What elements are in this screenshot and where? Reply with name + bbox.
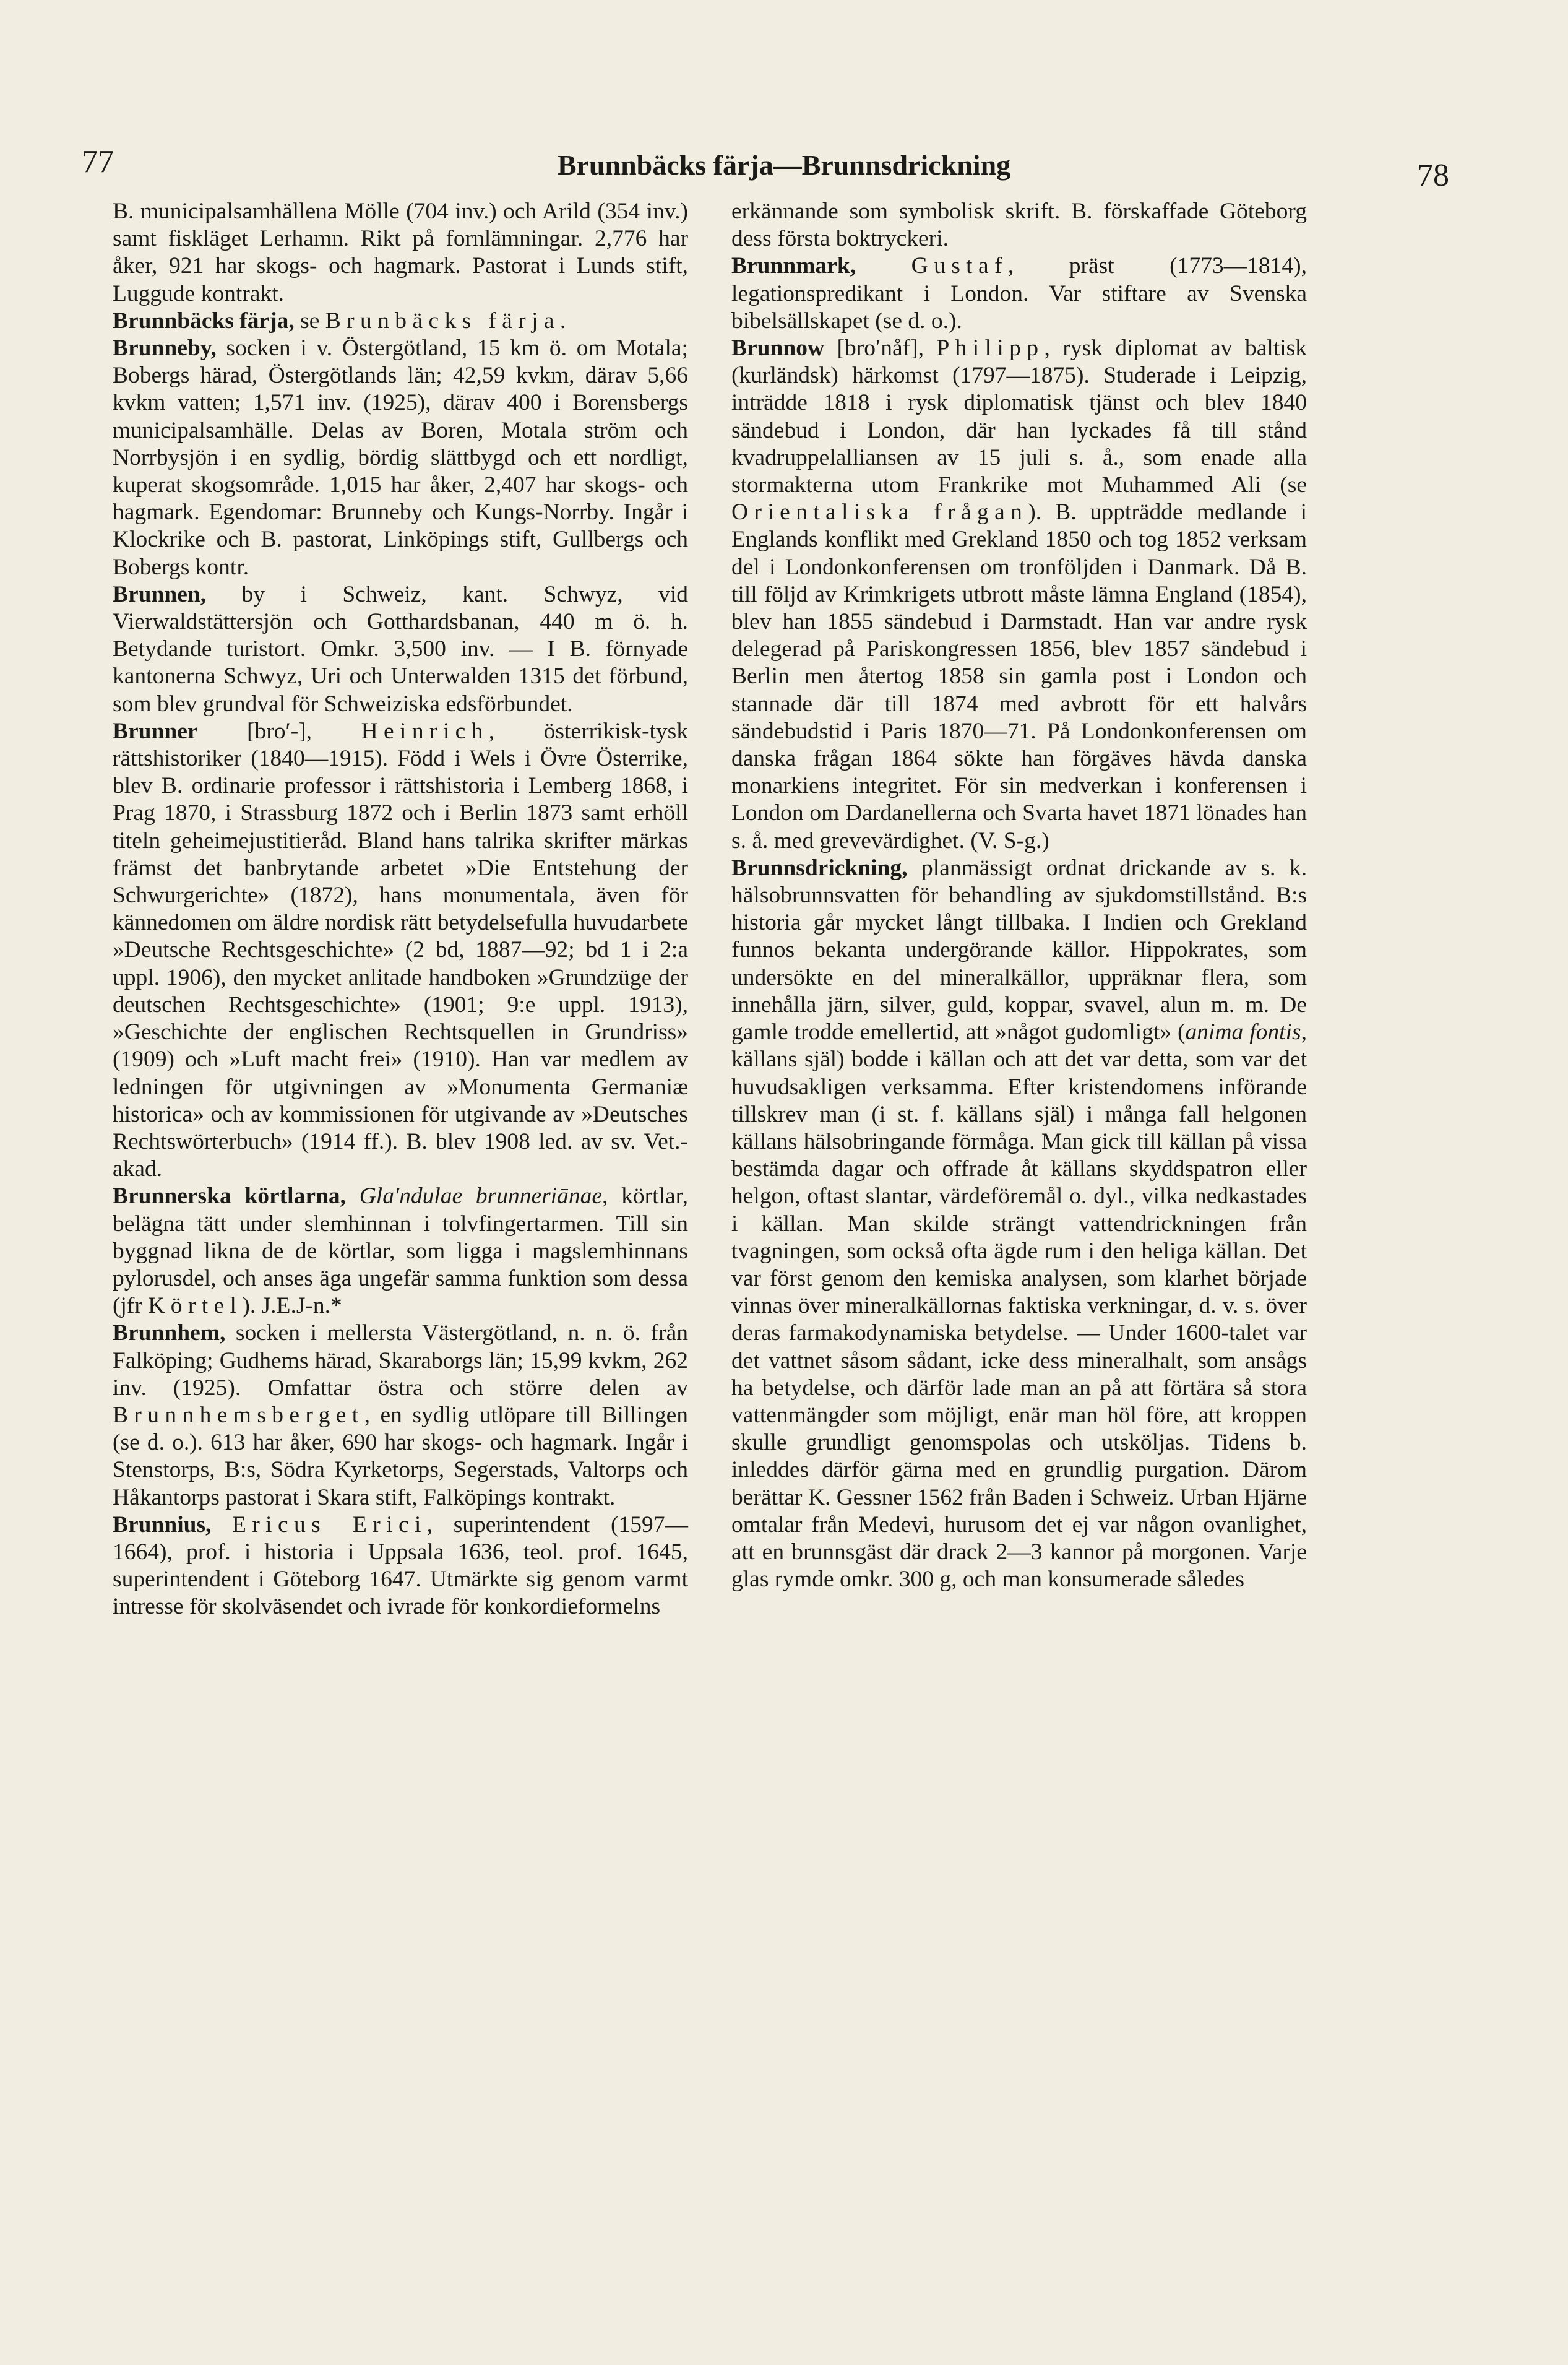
- entry-brunnmark: [731, 253, 1307, 335]
- person-name: Philipp: [936, 335, 1045, 361]
- headword: Brunnerska körtlarna,: [113, 1183, 346, 1209]
- right-column: [731, 198, 1307, 1593]
- page-header: [0, 124, 1568, 198]
- entry-brunner: [113, 718, 688, 1183]
- headword: Brunnen,: [113, 581, 207, 607]
- entry-text: by i Schweiz, kant. Schwyz, vid Vierwaldstättersjön och Gotthardsbanan, 440 m ö. h. Betydande turistort. Omkr. 3,500 inv. — I B. förnyade kantonerna Schwyz, Uri och Unterwalden 1315 det förbund, som blev grundval för Schweiziska edsförbundet.: [113, 581, 688, 717]
- cross-reference: Brunbäcks färja: [325, 308, 560, 334]
- entry-text: B. municipalsamhällena Mölle (704 inv.) och Arild (354 inv.) samt fiskläget Lerhamn. Rikt på fornlämningar. 2,776 har åker, 921 har skogs- och hagmark. Pastorat i Lunds stift, Luggude kontrakt.: [113, 199, 688, 306]
- person-name: Gustaf: [911, 253, 1008, 279]
- entry-brunnius-continued: [731, 198, 1307, 253]
- person-name: Heinrich: [361, 718, 489, 744]
- headword: Brunnbäcks färja,: [113, 308, 295, 334]
- entry-text: , körtlar, belägna tätt under slemhinnan i tolvfingertarmen. Till sin byggnad likna de de körtlar, som ligga i magslemhinnans pylorusdel, och anses äga ungefär samma funktion som dessa (jfr: [113, 1183, 688, 1319]
- entry-text: , rysk diplomat av baltisk (kurländsk) härkomst (1797—1875). Studerade i Leipzig, inträdde 1818 i rysk diplomatisk tjänst och blev 1840 sändebud i London, där han lyckades få till stånd kvadruppelalliansen av 15 juli s. å., som enade alla stormakterna utom Frankrike mot Muhammed Ali (se: [731, 335, 1307, 498]
- headword: Brunnius,: [113, 1511, 212, 1537]
- person-name: Ericus Erici: [232, 1511, 427, 1537]
- entry-brunnbacks-farja: [113, 308, 688, 335]
- entry-text: [211, 1512, 232, 1537]
- headword: Brunnow: [731, 335, 825, 361]
- cross-reference: Brunnhemsberget: [113, 1402, 364, 1428]
- entry-text: socken i mellersta Västergötland, n. n. ö. från Falköping; Gudhems härad, Skaraborgs län; 15,99 kvkm, 262 inv. (1925). Omfattar östra och större delen av: [113, 1320, 688, 1401]
- cross-reference: Orientaliska frågan: [731, 499, 1028, 525]
- entry-text: ). B. uppträdde medlande i Englands konflikt med Grekland 1850 och tog 1852 verksam del i Londonkonferensen om tronföljden i Danmark. Då B. till följd av Krimkrigets utbrott måste lämna England (1854), blev han 1855 sändebud i Darmstadt. Han var andre rysk delegerad på Pariskongressen 1856, blev 1857 sändebud i Berlin men återtog 1858 sin gamla post i London och stannade där till 1874 med avbrott för ett halvårs sändebudstid i Paris 1870—71. På Londonkonferensen om danska frågan 1864 sökte han förgäves hävda danska monarkiens integritet. För sin medverkan i konferensen i London om Dardanellerna och Svarta havet 1871 lönades han s. å. med grevevärdighet. (V. S-g.): [731, 499, 1307, 854]
- page-number-left: 77: [82, 144, 114, 179]
- running-head: Brunnbäcks färja—Brunnsdrickning: [557, 149, 1011, 181]
- entry-text: , österrikisk-tysk rättshistoriker (1840—1915). Född i Wels i Övre Österrike, blev B. ordinarie professor i rättshistoria i Lemberg 1868, i Prag 1870, i Strassburg 1872 och i Berlin 1873 samt erhöll titeln geheimejustitieråd. Bland hans talrika skrifter märkas främst det banbrytande arbetet »Die Entstehung der Schwurgerichte» (1872), hans monumentala, även för kännedomen om äldre nordisk rätt betydelsefulla huvudarbete »Deutsche Rechtsgeschichte» (2 bd, 1887—92; bd 1 i 2:a uppl. 1906), den mycket anlitade handboken »Grundzüge der deutschen Rechtsgeschichte» (1901; 9:e uppl. 1913), »Geschichte der englischen Rechtsquellen in Grundriss» (1909) och »Luft macht frei» (1910). Han var medlem av ledningen för utgivningen av »Monumenta Germaniæ historica» och av kommissionen för utgivande av »Deutsches Rechtswörterbuch» (1914 ff.). B. blev 1908 led. av sv. Vet.-akad.: [113, 718, 688, 1182]
- headword: Brunnsdrickning,: [731, 855, 908, 881]
- entry-text: [856, 253, 911, 279]
- entry-text: [bro′-],: [197, 718, 361, 744]
- left-column: [113, 198, 688, 1621]
- latin-term: Gla′ndulae brunneriānae: [359, 1183, 603, 1209]
- entry-text: erkännande som symbolisk skrift. B. förskaffade Göteborg dess första boktryckeri.: [731, 199, 1307, 252]
- entry-text: , en sydlig utlöpare till Billingen (se d. o.). 613 har åker, 690 har skogs- och hagmark. Ingår i Stenstorps, B:s, Södra Kyrketorps, Segerstads, Valtorps och Håkantorps pastorat i Skara stift, Falköpings kontrakt.: [113, 1402, 688, 1510]
- entry-text: , superintendent (1597—1664), prof. i historia i Uppsala 1636, teol. prof. 1645, superintendent i Göteborg 1647. Utmärkte sig genom varmt intresse för skolväsendet och ivrade för konkordieformelns: [113, 1511, 689, 1620]
- entry-brunnsdrickning: [731, 855, 1307, 1593]
- entry-brunnby-continued: [113, 198, 688, 308]
- entry-text: ). J.E.J-n.*: [242, 1293, 342, 1319]
- latin-term: anima fontis: [1185, 1019, 1301, 1045]
- entry-brunnow: [731, 335, 1307, 855]
- entry-text: planmässigt ordnat drickande av s. k. hälsobrunnsvatten för behandling av sjukdomstillstånd. B:s historia går mycket långt tillbaka. I Indien och Grekland funnos bekanta undergörande källor. Hippokrates, som undersökte en del mineralkällor, uppräknar flera, som innehålla järn, silver, guld, koppar, svavel, alun m. m. De gamle trodde emellertid, att »något gudomligt» (: [731, 855, 1307, 1045]
- entry-text: socken i v. Östergötland, 15 km ö. om Motala; Bobergs härad, Östergötlands län; 42,59 kvkm, därav 5,66 kvkm vatten; 1,571 inv. (1925), därav 400 i Borensbergs municipalsamhälle. Delas av Boren, Motala ström och Norrbysjön i en sydlig, bördig slättbygd och ett nordligt, kuperat skogsområde. 1,015 har åker, 2,407 har skogs- och hagmark. Egendomar: Brunneby och Kungs-Norrby. Ingår i Klockrike och B. pastorat, Linköpings stift, Gullbergs och Bobergs kontr.: [113, 335, 688, 580]
- entry-text: , präst (1773—1814), legationspredikant i London. Var stiftare av Svenska bibelsällskapet (se d. o.).: [731, 253, 1307, 334]
- headword: Brunner: [113, 718, 198, 744]
- cross-reference: Körtel: [148, 1293, 243, 1319]
- page-number-right: 78: [1417, 158, 1449, 193]
- entry-brunnhem: [113, 1320, 688, 1511]
- entry-brunnerska-kortlarna: [113, 1183, 688, 1320]
- entry-text: .: [559, 308, 566, 334]
- entry-text: se: [294, 308, 325, 334]
- headword: Brunnmark,: [731, 253, 856, 279]
- entry-text: [346, 1183, 360, 1209]
- entry-brunneby: [113, 335, 688, 581]
- headword: Brunneby,: [113, 335, 217, 361]
- entry-text: [bro′nåf],: [824, 335, 937, 361]
- entry-brunnen: [113, 581, 688, 718]
- headword: Brunnhem,: [113, 1320, 226, 1346]
- entry-brunnius: [113, 1511, 688, 1621]
- entry-text: , källans själ) bodde i källan och att det var detta, som var det huvudsakligen verksamma. Efter kristendomens införande tillskrev man (i st. f. källans själ) i många fall helgonen källans hälsobringande förmåga. Man gick till källan på vissa bestämda dagar och offrade åt källans skyddspatron eller helgon, oftast slantar, värdeföremål o. dyl., vilka nedkastades i källan. Man skilde strängt vattendrickningen från tvagningen, som också ofta ägde rum i den heliga källan. Det var först genom den kemiska analysen, som klarhet började vinnas över mineralkällornas faktiska verkningar, d. v. s. över deras farmakodynamiska betydelse. — Under 1600-talet var det vattnet såsom sådant, icke dess mineralhalt, som ansågs ha betydelse, och därför lade man an på att förtära så stora vattenmängder som möjligt, enär man höl före, att kroppen skulle grundligt genomspolas och utsköljas. Tidens b. inleddes därför gärna med en grundlig purgation. Därom berättar K. Gessner 1562 från Baden i Schweiz. Urban Hjärne omtalar från Medevi, hurusom det ej var någon ovanlighet, att en brunnsgäst där drack 2—3 kannor på morgonen. Varje glas rymde omkr. 300 g, och man konsumerade således: [731, 1019, 1307, 1593]
